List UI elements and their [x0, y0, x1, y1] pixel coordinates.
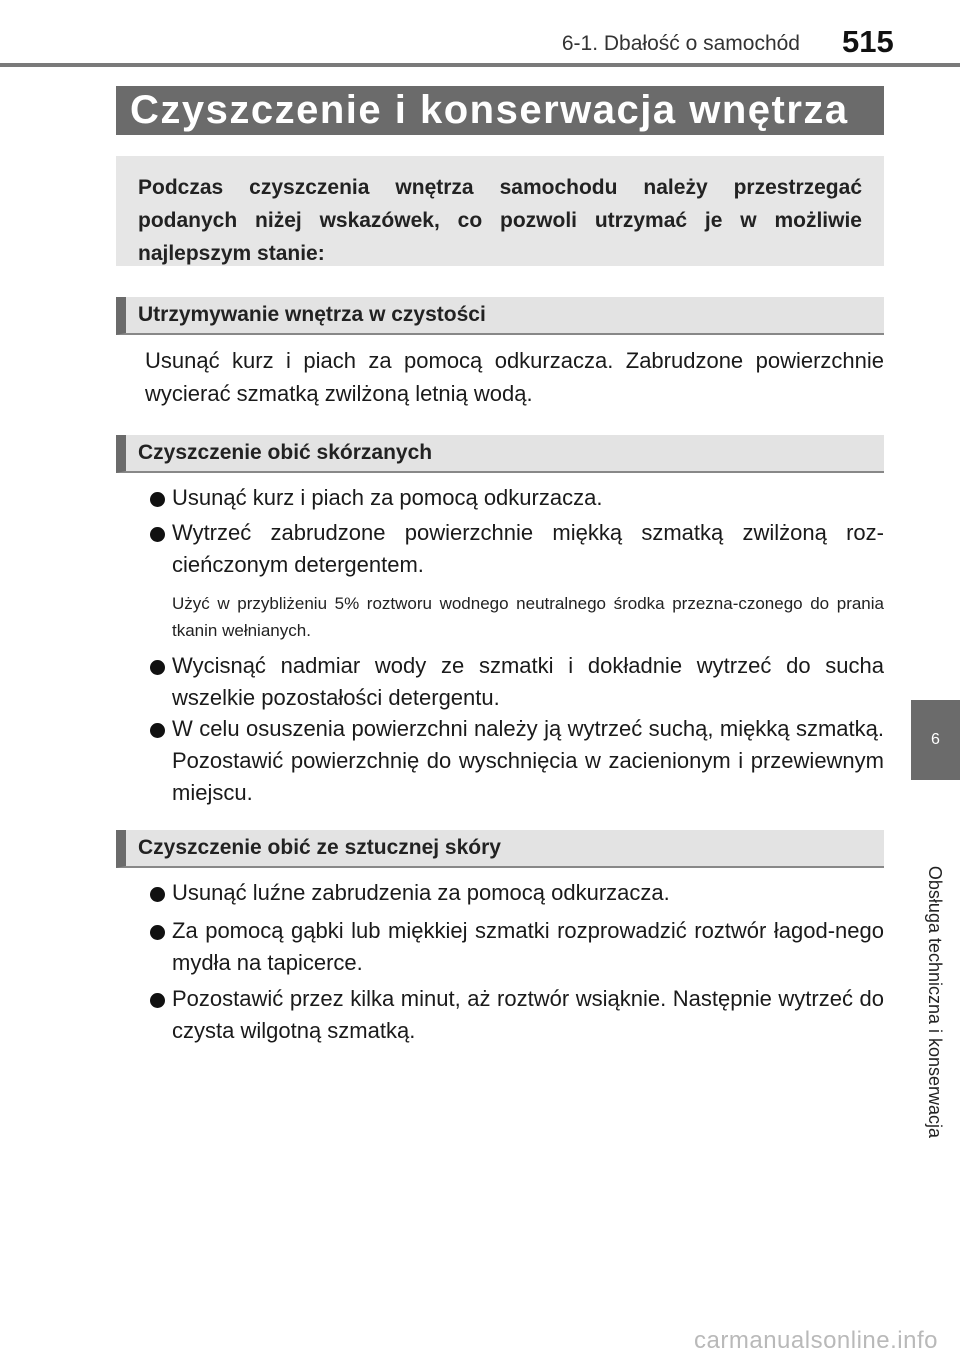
page-number: 515	[842, 24, 894, 59]
list-item-text: Pozostawić przez kilka minut, aż roztwór wsiąknie. Następnie wytrzeć do czysta wilgotną szmatką.	[172, 986, 884, 1043]
list-item	[150, 650, 884, 714]
list-item	[150, 983, 884, 1047]
list-item	[150, 915, 884, 979]
list-item	[150, 713, 884, 809]
list-item-text: Wytrzeć zabrudzone powierzchnie miękką szmatką zwilżoną roz-cieńczonym detergentem.	[172, 520, 884, 577]
list-item	[150, 517, 884, 581]
bullet-icon	[150, 660, 165, 675]
bullet-icon	[150, 723, 165, 738]
list-item-text: Wycisnąć nadmiar wody ze szmatki i dokładnie wytrzeć do sucha wszelkie pozostałości detergentu.	[172, 653, 884, 710]
section-heading-synthetic-leather: Czyszczenie obić ze sztucznej skóry	[116, 830, 884, 868]
intro-box: Podczas czyszczenia wnętrza samochodu należy przestrzegać podanych niżej wskazówek, co pozwoli utrzymać je w możliwie najlepszym stanie:	[116, 156, 884, 266]
bullet-icon	[150, 527, 165, 542]
chapter-tab: 6	[911, 700, 960, 780]
header-section-title: 6-1. Dbałość o samochód	[561, 32, 800, 55]
section-heading-leather: Czyszczenie obić skórzanych	[116, 435, 884, 473]
page-title: Czyszczenie i konserwacja wnętrza	[116, 86, 884, 135]
note-text: Użyć w przybliżeniu 5% roztworu wodnego neutralnego środka przezna-czonego do prania tkanin wełnianych.	[172, 594, 884, 640]
bullet-icon	[150, 993, 165, 1008]
list-item-text: Usunąć luźne zabrudzenia za pomocą odkurzacza.	[172, 880, 670, 905]
list-item-text: Usunąć kurz i piach za pomocą odkurzacza.	[172, 485, 603, 510]
bullet-icon	[150, 887, 165, 902]
list-item	[150, 482, 884, 514]
list-item-text: W celu osuszenia powierzchni należy ją wytrzeć suchą, miękką szmatką. Pozostawić powierzchnię do wyschnięcia w zacienionym i przewiewnym miejscu.	[172, 716, 884, 805]
bullet-icon	[150, 925, 165, 940]
watermark: carmanualsonline.info	[694, 1327, 938, 1354]
chapter-label: Obsługa techniczna i konserwacja	[925, 865, 945, 1139]
list-item	[150, 877, 884, 909]
list-item-text: Za pomocą gąbki lub miękkiej szmatki rozprowadzić roztwór łagod-nego mydła na tapicerce.	[172, 918, 884, 975]
section-paragraph-cleanliness: Usunąć kurz i piach za pomocą odkurzacza. Zabrudzone powierzchnie wycierać szmatką zwilżoną letnią wodą.	[145, 348, 884, 406]
section-heading-cleanliness: Utrzymywanie wnętrza w czystości	[116, 297, 884, 335]
header-divider	[0, 63, 960, 67]
bullet-icon	[150, 492, 165, 507]
